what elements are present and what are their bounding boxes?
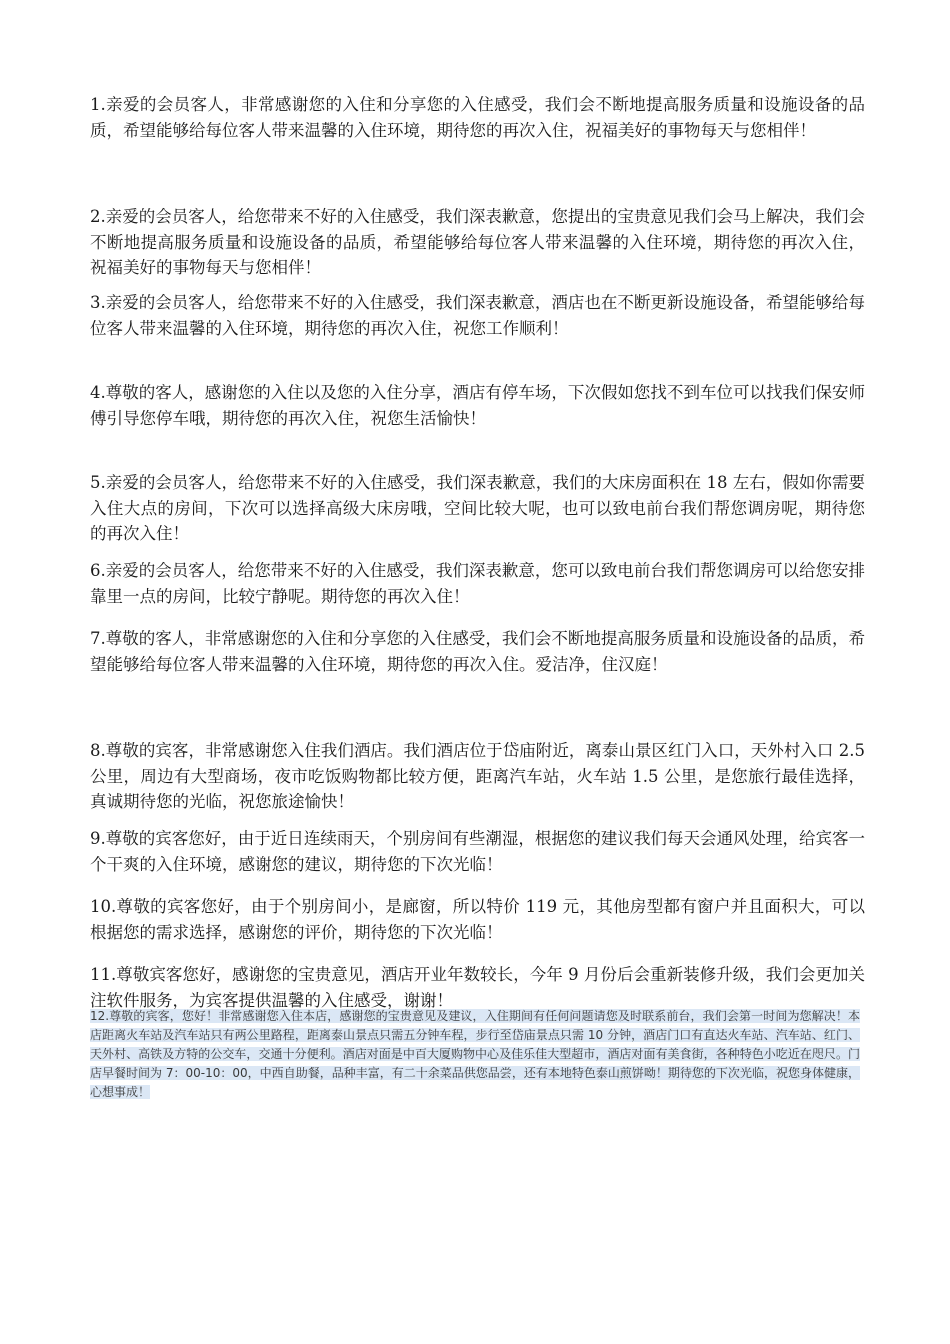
reply-paragraph-11: 11.尊敬宾客您好，感谢您的宝贵意见，酒店开业年数较长，今年 9 月份后会重新装修升级，我们会更加关注软件服务，为宾客提供温馨的入住感受，谢谢！ [90,965,865,1010]
reply-paragraph-1: 1.亲爱的会员客人，非常感谢您的入住和分享您的入住感受，我们会不断地提高服务质量和设施设备的品质，希望能够给每位客人带来温馨的入住环境，期待您的再次入住，祝福美好的事物每天与您相伴！ [90,95,865,140]
reply-paragraph-3: 3.亲爱的会员客人，给您带来不好的入住感受，我们深表歉意，酒店也在不断更新设施设备，希望能够给每位客人带来温馨的入住环境，期待您的再次入住，祝您工作顺利！ [90,293,865,338]
reply-paragraph-7: 7.尊敬的客人，非常感谢您的入住和分享您的入住感受，我们会不断地提高服务质量和设施设备的品质，希望能够给每位客人带来温馨的入住环境，期待您的再次入住。爱洁净，住汉庭！ [90,629,865,674]
reply-paragraph-6: 6.亲爱的会员客人，给您带来不好的入住感受，我们深表歉意，您可以致电前台我们帮您调房可以给您安排靠里一点的房间，比较宁静呢。期待您的再次入住！ [90,561,865,606]
reply-paragraph-9: 9.尊敬的宾客您好，由于近日连续雨天，个别房间有些潮湿，根据您的建议我们每天会通风处理，给宾客一个干爽的入住环境，感谢您的建议，期待您的下次光临！ [90,829,865,874]
reply-paragraph-4: 4.尊敬的客人，感谢您的入住以及您的入住分享，酒店有停车场，下次假如您找不到车位可以找我们保安师傅引导您停车哦，期待您的再次入住，祝您生活愉快！ [90,383,865,428]
reply-paragraph-2: 2.亲爱的会员客人，给您带来不好的入住感受，我们深表歉意，您提出的宝贵意见我们会马上解决，我们会不断地提高服务质量和设施设备的品质，希望能够给每位客人带来温馨的入住环境，期待您的再次入住，祝福美好的事物每天与您相伴！ [90,207,865,277]
reply-paragraph-12 [90,1007,860,1102]
reply-paragraph-10: 10.尊敬的宾客您好，由于个别房间小，是廊窗，所以特价 119 元，其他房型都有窗户并且面积大，可以根据您的需求选择，感谢您的评价，期待您的下次光临！ [90,897,865,942]
reply-paragraph-12-text: 12.尊敬的宾客，您好！非常感谢您入住本店，感谢您的宝贵意见及建议，入住期间有任何问题请您及时联系前台，我们会第一时间为您解决！本店距离火车站及汽车站只有两公里路程，距离泰山景点只需五分钟车程，步行至岱庙景点只需 10 分钟，酒店门口有直达火车站、汽车站、红门、天外村、高铁及方特的公交车，交通十分便利。酒店对面是中百大厦购物中心及佳乐佳大型超市，酒店对面有美食街，各种特色小吃近在咫尺。门店早餐时间为 7：00-10：00，中西自助餐，品种丰富，有二十余菜品供您品尝，还有本地特色泰山煎饼呦！期待您的下次光临，祝您身体健康，心想事成！ [90,1009,860,1099]
reply-paragraph-5: 5.亲爱的会员客人，给您带来不好的入住感受，我们深表歉意，我们的大床房面积在 18 左右，假如你需要入住大点的房间，下次可以选择高级大床房哦，空间比较大呢，也可以致电前台我们帮您调房呢，期待您的再次入住！ [90,473,865,543]
reply-paragraph-8: 8.尊敬的宾客，非常感谢您入住我们酒店。我们酒店位于岱庙附近，离泰山景区红门入口，天外村入口 2.5 公里，周边有大型商场，夜市吃饭购物都比较方便，距离汽车站，火车站 1.5 公里，是您旅行最佳选择，真诚期待您的光临，祝您旅途愉快！ [90,741,865,811]
